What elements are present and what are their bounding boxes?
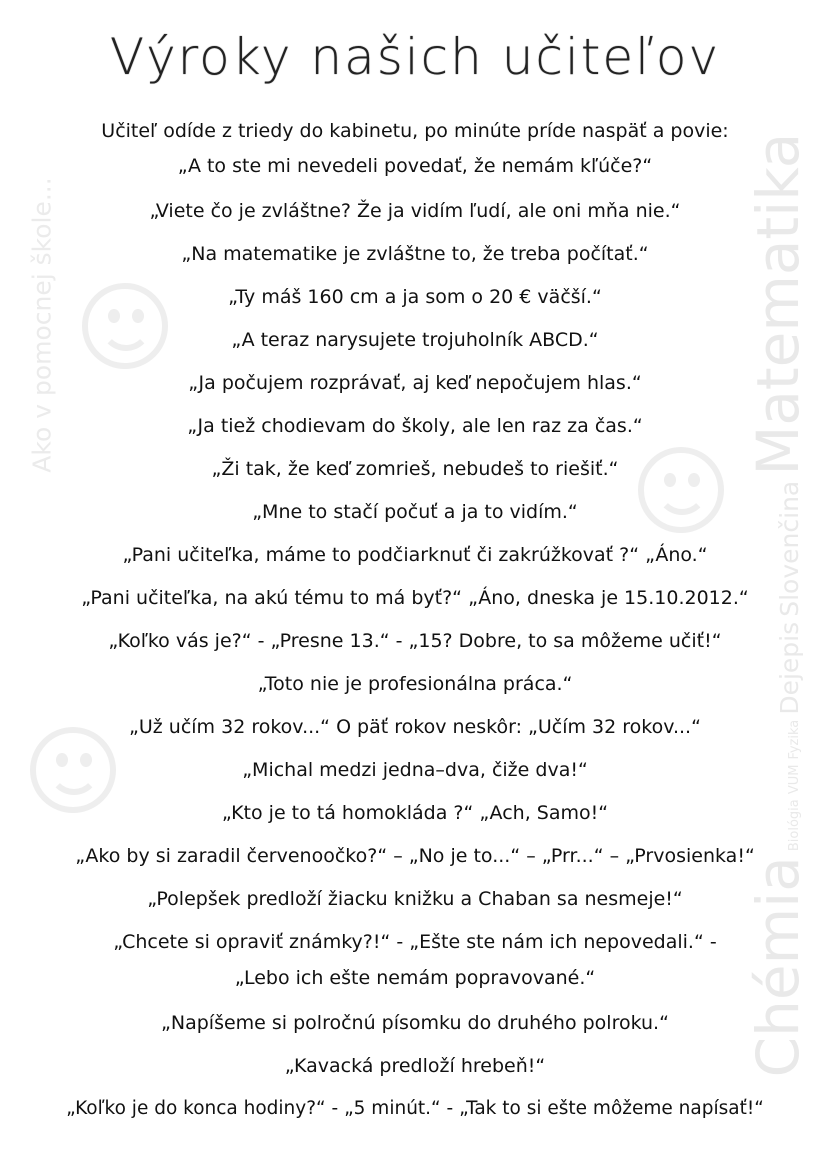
- quote-line: „A teraz narysujete trojuholník ABCD.“: [231, 329, 599, 351]
- quote-line: „Koľko je do konca hodiny?“ - „5 minút.“ - „Tak to si ešte môžeme napísať!“: [66, 1098, 764, 1119]
- quote-line: „Michal medzi jedna–dva, čiže dva!“: [242, 759, 588, 781]
- quote-line: „Kto je to tá homokláda ?“ „Ach, Samo!“: [221, 802, 609, 824]
- watermark-subject: Biológia: [787, 799, 802, 852]
- quote-line: „Ja počujem rozprávať, aj keď nepočujem hlas.“: [188, 372, 642, 394]
- watermark-left: Ako v pomocnej škole...: [27, 177, 57, 473]
- watermark-subject: Matematika: [744, 132, 812, 476]
- quote-line: „Koľko vás je?“ - „Presne 13.“ - „15? Dobre, to sa môžeme učiť!“: [108, 630, 722, 652]
- quote-line: „Ty máš 160 cm a ja som o 20 € väčší.“: [228, 286, 602, 308]
- quote-line: „Lebo ich ešte nemám popravované.“: [234, 967, 596, 989]
- quote-line: „Pani učiteľka, na akú tému to má byť?“ „Áno, dneska je 15.10.2012.“: [81, 587, 749, 609]
- quote-line: „Ja tiež chodievam do školy, ale len raz za čas.“: [187, 415, 643, 437]
- quote-line: Učiteľ odíde z triedy do kabinetu, po minúte príde naspäť a povie:: [101, 120, 729, 142]
- quote-line: „Mne to stačí počuť a ja to vidím.“: [252, 501, 578, 523]
- quote-line: „Napíšeme si polročnú písomku do druhého polroku.“: [161, 1012, 669, 1034]
- quote-line: „Toto nie je profesionálna práca.“: [257, 673, 573, 695]
- watermark-subject: Fyzika: [787, 719, 802, 760]
- quote-line: „Už učím 32 rokov...“ O päť rokov neskôr: „Učím 32 rokov...“: [129, 716, 701, 738]
- quote-line: „Na matematike je zvláštne to, že treba počítať.“: [181, 243, 649, 265]
- quote-line: „Viete čo je zvláštne? Že ja vidím ľudí, ale oni mňa nie.“: [149, 200, 681, 222]
- quote-line: „Kavacká predloží hrebeň!“: [284, 1055, 546, 1077]
- quote-line: „Ako by si zaradil červenoočko?“ – „No je to...“ – „Prr...“ – „Prvosienka!“: [75, 845, 755, 867]
- quote-line: „Pani učiteľka, máme to podčiarknuť či zakrúžkovať ?“ „Áno.“: [122, 544, 708, 566]
- watermark-subject: Slovenčina: [775, 480, 804, 617]
- quote-line: „A to ste mi nevedeli povedať, že nemám kľúče?“: [177, 155, 653, 177]
- quote-line: „Chcete si opraviť známky?!“ - „Ešte ste nám ich nepovedali.“ -: [113, 931, 717, 953]
- quote-line: „Ži tak, že keď zomrieš, nebudeš to riešiť.“: [211, 458, 619, 480]
- page-title: Výroky našich učiteľov: [109, 28, 721, 86]
- watermark-subject: Chémia: [744, 856, 812, 1078]
- watermark-subject: VUM: [787, 764, 802, 795]
- quote-line: „Polepšek predloží žiacku knižku a Chaban sa nesmeje!“: [147, 888, 683, 910]
- watermark-subject: Dejepis: [775, 621, 804, 715]
